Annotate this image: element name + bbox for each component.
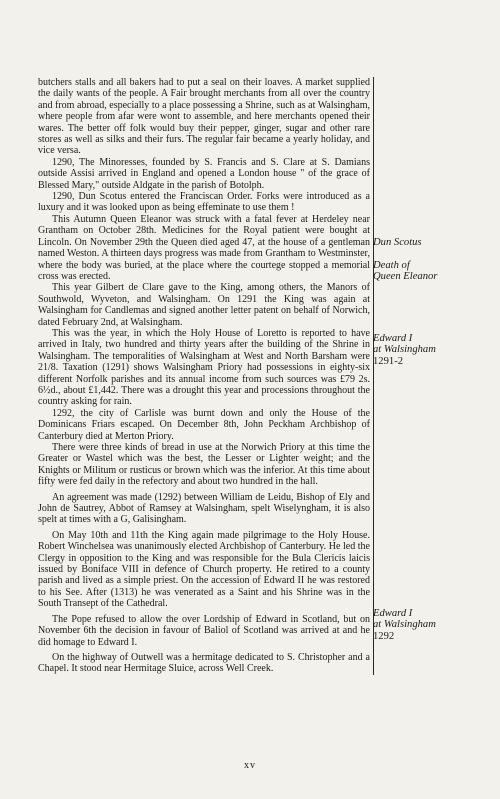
paragraph-dun-scotus: 1290, Dun Scotus entered the Franciscan Order. Forks were introduced as a luxury and it was looked upon as being effeminate to use them ! [38, 191, 370, 214]
paragraph-loretto: This was the year, in which the Holy House of Loretto is reported to have arrived in Italy, two hundred and thirty years after the building of the Shrine in Walsingham. The temporalities of Walsingham at West and North Barsham were 21/8. Taxation (1291) shows Walsingham Priory had possessions in eighty-six different Norfolk parishes and its annual income from such sources was £79 2s. 6½d., about £1,442. There was a drought this year and processions throughout the country asking for rain. [38, 327, 370, 408]
margin-note-year: 1292 [373, 630, 395, 642]
margin-note-text: Edward I [373, 608, 413, 619]
paragraph-outwell: On the highway of Outwell was a hermitage dedicated to S. Christopher and a Chapel. It stood near Hermitage Sluice, across Well Creek. [38, 651, 370, 675]
margin-note-edward-1291 [373, 333, 473, 367]
paragraph-queen-eleanor: This Autumn Queen Eleanor was struck with a fatal fever at Herdeley near Grantham on October 28th. Medicines for the Royal patient were bought at Lincoln. On November 29th the Queen died aged 47, at the house of a gentleman named Weston. A thirteen days progress was made from Grantham to Westminster, where the body was buried, at the place where the courtege stopped a memorial cross was erected. [38, 213, 370, 282]
margin-note-text: at Walsingham [373, 344, 436, 356]
paragraph-scotland: The Pope refused to allow the over Lordship of Edward in Scotland, but on November 6th the decision in favour of Baliol of Scotland was arrived at and he did homage to Edward I. [38, 613, 370, 648]
paragraph-bread: There were three kinds of bread in use at the Norwich Priory at this time the Greater or Wastel which was the best, the Lesser or Lighter weight; and the Knights or Militum or rusticus or brown which was the inferior. At this time about fifty were fed daily in the refectory and about two hundred in the hall. [38, 442, 370, 488]
paragraph-minoresses: 1290, The Minoresses, founded by S. Francis and S. Clare at S. Damians outside Assisi arrived in England and opened a London house " of the grace of Blessed Mary," outside Aldgate in the parish of Botolph. [38, 156, 370, 191]
margin-note-text: Edward I [373, 333, 413, 344]
margin-note-year: 1291-2 [373, 355, 404, 367]
paragraph-carlisle: 1292, the city of Carlisle was burnt down and only the House of the Dominicans Friars escaped. On December 8th, John Peckham Archbishop of Canterbury died at Merton Priory. [38, 407, 370, 442]
paragraph-gilbert-de-clare: This year Gilbert de Clare gave to the King, among others, the Manors of Southwold, Wyveton, and Walsingham. On 1291 the King was again at Walsingham for Candlemas and signed another letter patent on behalf of Norwich, dated February 2nd, at Walsingham. [38, 282, 370, 328]
paragraph-pilgrimage: On May 10th and 11th the King again made pilgrimage to the Holy House. Robert Winchelsea was unanimously elected Archbishop of Canterbury. He led the Clergy in opposition to the King and was responsible for the Bula Clericis laicis issued by Boniface VIII in defence of Church property. He retired to a county parish and lived as a simple priest. On the accession of Edward II he was restored to his See. After (1313) he was venerated as a Saint and his Shrine was in the South Transept of the Cathedral. [38, 529, 370, 610]
margin-note-text: Death of [373, 260, 410, 271]
margin-note-dun-scotus [373, 237, 473, 248]
body-text [38, 77, 374, 675]
margin-note-text: Dun Scotus [373, 237, 422, 248]
page-number: xv [244, 760, 256, 771]
paragraph-market: butchers stalls and all bakers had to put a seal on their loaves. A market supplied the daily wants of the people. A Fair brought merchants from all over the country and from abroad, especially to a place possessing a Shrine, such as at Walsingham, where people from afar were wont to assemble, and here merchants opened their wares. The better off folk would buy their pepper, ginger, sugar and other rare stores as well as silks and their furs. The regular fair became a yearly holiday, and vice versa. [38, 77, 370, 157]
margin-note-text: at Walsingham [373, 619, 436, 631]
margin-note-death-of-queen [373, 260, 473, 283]
paragraph-agreement: An agreement was made (1292) between William de Leidu, Bishop of Ely and John de Sautrey, Abbot of Ramsey at Walsingham, spelt Wiselyngham, it is also spelt at times with a G, Galisingham. [38, 491, 370, 526]
margin-note-text: Queen Eleanor [373, 271, 438, 283]
margin-note-edward-1292 [373, 608, 473, 642]
